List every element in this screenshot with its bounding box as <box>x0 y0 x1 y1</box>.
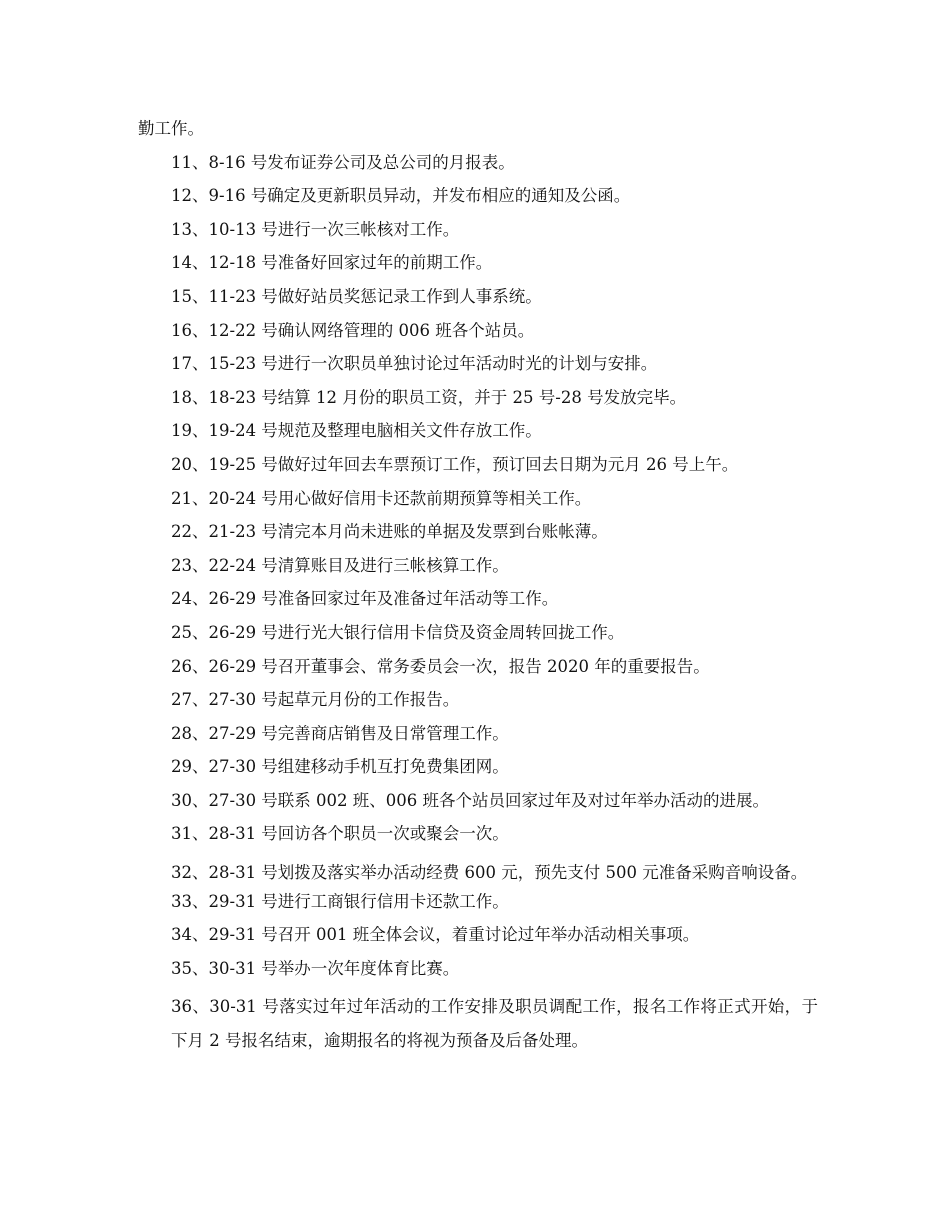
list-item: 11、8-16 号发布证券公司及总公司的月报表。 <box>171 152 515 172</box>
list-item: 20、19-25 号做好过年回去车票预订工作，预订回去日期为元月 26 号上午。 <box>171 454 739 474</box>
list-item: 24、26-29 号准备回家过年及准备过年活动等工作。 <box>171 589 559 609</box>
list-item: 18、18-23 号结算 12 月份的职员工资，并于 25 号-28 号发放完毕。 <box>171 387 687 407</box>
list-item: 33、29-31 号进行工商银行信用卡还款工作。 <box>171 891 509 911</box>
document-body <box>138 117 818 1058</box>
list-item: 12、9-16 号确定及更新职员异动，并发布相应的通知及公函。 <box>171 186 631 206</box>
list-item: 13、10-13 号进行一次三帐核对工作。 <box>171 219 460 239</box>
list-item: 25、26-29 号进行光大银行信用卡信贷及资金周转回拢工作。 <box>171 622 625 642</box>
list-item: 15、11-23 号做好站员奖惩记录工作到人事系统。 <box>171 286 542 306</box>
list-item: 17、15-23 号进行一次职员单独讨论过年活动时光的计划与安排。 <box>171 354 658 374</box>
list-item: 31、28-31 号回访各个职员一次或聚会一次。 <box>171 824 509 844</box>
list-item: 32、28-31 号划拨及落实举办活动经费 600 元，预先支付 500 元准备采购音响设备。 <box>171 863 808 883</box>
list-item: 19、19-24 号规范及整理电脑相关文件存放工作。 <box>171 421 542 441</box>
list-item: 28、27-29 号完善商店销售及日常管理工作。 <box>171 723 509 743</box>
list-item: 36、30-31 号落实过年过年活动的工作安排及职员调配工作，报名工作将正式开始，于下月 2 号报名结束，逾期报名的将视为预备及后备处理。 <box>171 997 818 1051</box>
list-item: 21、20-24 号用心做好信用卡还款前期预算等相关工作。 <box>171 488 592 508</box>
list-item: 27、27-30 号起草元月份的工作报告。 <box>171 690 460 710</box>
list-item: 16、12-22 号确认网络管理的 006 班各个站员。 <box>171 320 535 340</box>
list-item: 14、12-18 号准备好回家过年的前期工作。 <box>171 253 493 273</box>
list-item: 29、27-30 号组建移动手机互打免费集团网。 <box>171 757 509 777</box>
list-item: 34、29-31 号召开 001 班全体会议，着重讨论过年举办活动相关事项。 <box>171 925 700 945</box>
list-item: 30、27-30 号联系 002 班、006 班各个站员回家过年及对过年举办活动的进展。 <box>171 790 770 810</box>
list-item: 22、21-23 号清完本月尚未进账的单据及发票到台账帐薄。 <box>171 522 608 542</box>
list-item: 23、22-24 号清算账目及进行三帐核算工作。 <box>171 555 509 575</box>
list-item: 35、30-31 号举办一次年度体育比赛。 <box>171 958 460 978</box>
list-item: 26、26-29 号召开董事会、常务委员会一次，报告 2020 年的重要报告。 <box>171 656 710 676</box>
paragraph-continuation: 勤工作。 <box>138 119 204 138</box>
